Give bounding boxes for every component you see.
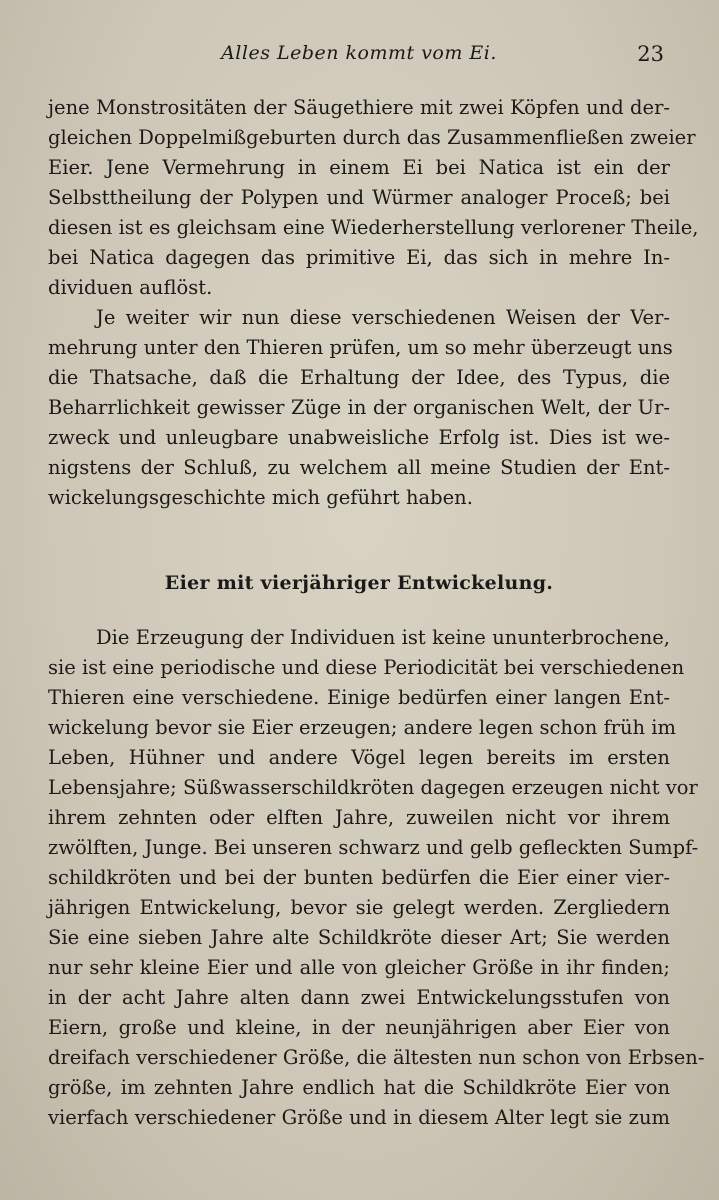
paragraph3-line-14: Eiern, große und kleine, in der neunjährigen aber Eier von xyxy=(48,1016,670,1039)
paragraph2-line-1: Je weiter wir nun diese verschiedenen Weisen der Ver- xyxy=(96,306,670,329)
paragraph3-line-6: Lebensjahre; Süßwasserschildkröten dagegen erzeugen nicht vor xyxy=(48,776,698,799)
paragraph3-line-8: zwölften, Junge. Bei unseren schwarz und gelb gefleckten Sumpf- xyxy=(48,836,699,859)
running-title: Alles Leben kommt vom Ei. xyxy=(221,42,497,64)
paragraph1-line-5: diesen ist es gleichsam eine Wiederherstellung verlorener Theile, xyxy=(48,216,699,239)
paragraph3-line-4: wickelung bevor sie Eier erzeugen; andere legen schon früh im xyxy=(48,716,677,739)
paragraph2-line-4: Beharrlichkeit gewisser Züge in der organischen Welt, der Ur- xyxy=(48,396,670,419)
paragraph3-line-12: nur sehr kleine Eier und alle von gleicher Größe in ihr finden; xyxy=(48,956,670,979)
paragraph1-line-4: Selbsttheilung der Polypen und Würmer analoger Proceß; bei xyxy=(48,186,670,209)
paragraph3-line-10: jährigen Entwickelung, bevor sie gelegt werden. Zergliedern xyxy=(48,896,670,919)
paragraph1-line-6: bei Natica dagegen das primitive Ei, das sich in mehre In- xyxy=(48,246,670,269)
paragraph3-line-9: schildkröten und bei der bunten bedürfen die Eier einer vier- xyxy=(48,866,670,889)
section-heading: Eier mit vierjähriger Entwickelung. xyxy=(164,572,554,594)
paragraph3-line-15: dreifach verschiedener Größe, die ältesten nun schon von Erbsen- xyxy=(48,1046,705,1069)
page-number: 23 xyxy=(637,42,664,66)
paragraph2-line-6: nigstens der Schluß, zu welchem all meine Studien der Ent- xyxy=(48,456,670,479)
running-head xyxy=(48,42,670,72)
paragraph3-line-7: ihrem zehnten oder elften Jahre, zuweilen nicht vor ihrem xyxy=(48,806,670,829)
paragraph3-line-17: vierfach verschiedener Größe und in diesem Alter legt sie zum xyxy=(48,1106,670,1129)
paragraph3-line-11: Sie eine sieben Jahre alte Schildkröte dieser Art; Sie werden xyxy=(48,926,670,949)
paragraph3-line-3: Thieren eine verschiedene. Einige bedürfen einer langen Ent- xyxy=(48,686,670,709)
paragraph1-line-2: gleichen Doppelmißgeburten durch das Zusammenfließen zweier xyxy=(48,126,696,149)
paragraph3-line-2: sie ist eine periodische und diese Periodicität bei verschiedenen xyxy=(48,656,685,679)
paragraph3-line-13: in der acht Jahre alten dann zwei Entwickelungsstufen von xyxy=(48,986,670,1009)
paragraph1-line-3: Eier. Jene Vermehrung in einem Ei bei Natica ist ein der xyxy=(48,156,670,179)
paragraph2-line-7: wickelungsgeschichte mich geführt haben. xyxy=(48,486,473,509)
paragraph3-line-1: Die Erzeugung der Individuen ist keine ununterbrochene, xyxy=(96,626,670,649)
paragraph1-line-7: dividuen auflöst. xyxy=(48,276,213,299)
paragraph1-line-1: jene Monstrositäten der Säugethiere mit zwei Köpfen und der- xyxy=(48,96,670,119)
paragraph2-line-2: mehrung unter den Thieren prüfen, um so mehr überzeugt uns xyxy=(48,336,673,359)
paragraph2-line-5: zweck und unleugbare unabweisliche Erfolg ist. Dies ist we- xyxy=(48,426,670,449)
paragraph3-line-5: Leben, Hühner und andere Vögel legen bereits im ersten xyxy=(48,746,670,769)
paragraph3-line-16: größe, im zehnten Jahre endlich hat die Schildkröte Eier von xyxy=(48,1076,670,1099)
paragraph2-line-3: die Thatsache, daß die Erhaltung der Idee, des Typus, die xyxy=(48,366,670,389)
